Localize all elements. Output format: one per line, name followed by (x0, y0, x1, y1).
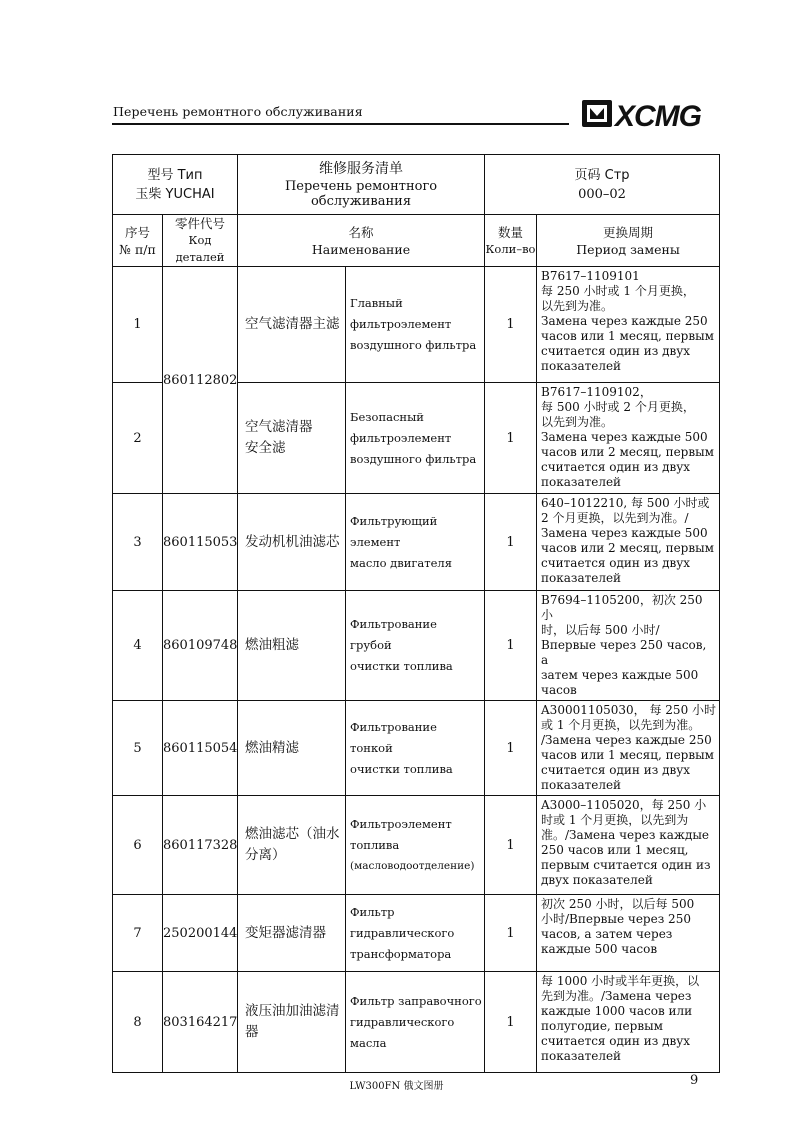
part-name-ru: Безопасный фильтроэлемент воздушного фильтра (346, 383, 485, 494)
part-code: 860117328 (163, 796, 238, 895)
part-name-zh: 变矩器滤清器 (238, 895, 346, 972)
col-code-header: 零件代号 Код деталей (163, 215, 238, 267)
table-row (113, 591, 720, 701)
quantity: 1 (485, 701, 537, 796)
quantity: 1 (485, 591, 537, 701)
row-number: 5 (113, 701, 163, 796)
title-cell (238, 155, 485, 215)
document-title: Перечень ремонтного обслуживания (113, 104, 363, 119)
page-cell (485, 155, 720, 215)
table-row (113, 267, 720, 383)
model-label: 型号 Тип (147, 167, 203, 183)
table-title-row (113, 155, 720, 215)
col-qty-header: 数量 Коли–во (485, 215, 537, 267)
part-name-ru: Фильтрование тонкой очистки топлива (346, 701, 485, 796)
replacement-period: A30001105030， 每 250 小时 或 1 个月更换，以先到为准。 /Замена через каждые 250 часов или 1 месяц, первым считается один из двух показателей (537, 701, 720, 796)
header-rule (112, 123, 569, 125)
part-name-zh: 发动机机油滤芯 (238, 494, 346, 591)
part-name-ru: Фильтрование грубой очистки топлива (346, 591, 485, 701)
row-number: 1 (113, 267, 163, 383)
col-no-header: 序号 № п/п (113, 215, 163, 267)
quantity: 1 (485, 267, 537, 383)
quantity: 1 (485, 972, 537, 1073)
table-row (113, 796, 720, 895)
part-code: 860112802 (163, 267, 238, 494)
part-name-ru: Фильтрующий элемент масло двигателя (346, 494, 485, 591)
replacement-period: B7617–1109102， 每 500 小时或 2 个月更换， 以先到为准。 Замена через каждые 500 часов или 2 месяц, первым считается один из двух показателей (537, 383, 720, 494)
page-number: 9 (690, 1073, 699, 1088)
replacement-period: 每 1000 小时或半年更换，以 先到为准。/Замена через каждые 1000 часов или полугодие, первым считается один из двух показателей (537, 972, 720, 1073)
replacement-period: 初次 250 小时，以后每 500 小时/Впервые через 250 часов, а затем через каждые 500 часов (537, 895, 720, 972)
row-number: 8 (113, 972, 163, 1073)
replacement-period: B7694–1105200，初次 250 小 时，以后每 500 小时/ Впервые через 250 часов, а затем через каждые 500 часов (537, 591, 720, 701)
part-name-zh: 燃油粗滤 (238, 591, 346, 701)
part-name-zh: 燃油精滤 (238, 701, 346, 796)
model-cell (113, 155, 238, 215)
col-name-header: 名称 Наименование (238, 215, 485, 267)
quantity: 1 (485, 383, 537, 494)
col-period-header: 更换周期 Период замены (537, 215, 720, 267)
table-row (113, 972, 720, 1073)
xcmg-emblem-icon (582, 100, 612, 127)
replacement-period: A3000–1105020，每 250 小 时或 1 个月更换，以先到为 准。/Замена через каждые 250 часов или 1 месяц, первым считается один из двух показателей (537, 796, 720, 895)
part-code: 860115054 (163, 701, 238, 796)
xcmg-logo (581, 96, 721, 132)
part-name-ru: Фильтр заправочного гидравлического масла (346, 972, 485, 1073)
page-code: 000–02 (578, 186, 626, 202)
part-name-zh: 液压油加油滤清 器 (238, 972, 346, 1073)
table-row (113, 494, 720, 591)
part-name-ru: Главный фильтроэлемент воздушного фильтра (346, 267, 485, 383)
row-number: 4 (113, 591, 163, 701)
part-code: 860115053 (163, 494, 238, 591)
column-header-row (113, 215, 720, 267)
brand-wordmark: XCMG (615, 100, 701, 132)
quantity: 1 (485, 494, 537, 591)
part-name-ru: Фильтроэлемент топлива (масловодоотделение) (346, 796, 485, 895)
footer-manual-name: LW300FN 俄文图册 (349, 1081, 444, 1092)
part-code: 250200144 (163, 895, 238, 972)
table-row (113, 895, 720, 972)
row-number: 7 (113, 895, 163, 972)
row-number: 2 (113, 383, 163, 494)
maintenance-table (112, 154, 720, 1073)
page-label: 页码 Стр (574, 167, 630, 183)
part-name-ru: Фильтр гидравлического трансформатора (346, 895, 485, 972)
model-value: 玉柴 YUCHAI (135, 186, 215, 202)
title-ru-line1: Перечень ремонтного (284, 179, 438, 194)
row-number: 3 (113, 494, 163, 591)
part-code: 860109748 (163, 591, 238, 701)
quantity: 1 (485, 895, 537, 972)
part-name-zh: 空气滤清器 安全滤 (238, 383, 346, 494)
part-name-zh: 空气滤清器主滤 (238, 267, 346, 383)
row-number: 6 (113, 796, 163, 895)
title-zh: 维修服务清单 (319, 161, 404, 177)
replacement-period: B7617–1109101 每 250 小时或 1 个月更换， 以先到为准。 Замена через каждые 250 часов или 1 месяц, первым считается один из двух показателей (537, 267, 720, 383)
title-ru-line2: обслуживания (310, 194, 412, 209)
part-code: 803164217 (163, 972, 238, 1073)
quantity: 1 (485, 796, 537, 895)
table-row (113, 701, 720, 796)
part-name-zh: 燃油滤芯（油水 分离） (238, 796, 346, 895)
replacement-period: 640–1012210, 每 500 小时或 2 个月更换，以先到为准。/ Замена через каждые 500 часов или 2 месяц, первым считается один из двух показателей (537, 494, 720, 591)
